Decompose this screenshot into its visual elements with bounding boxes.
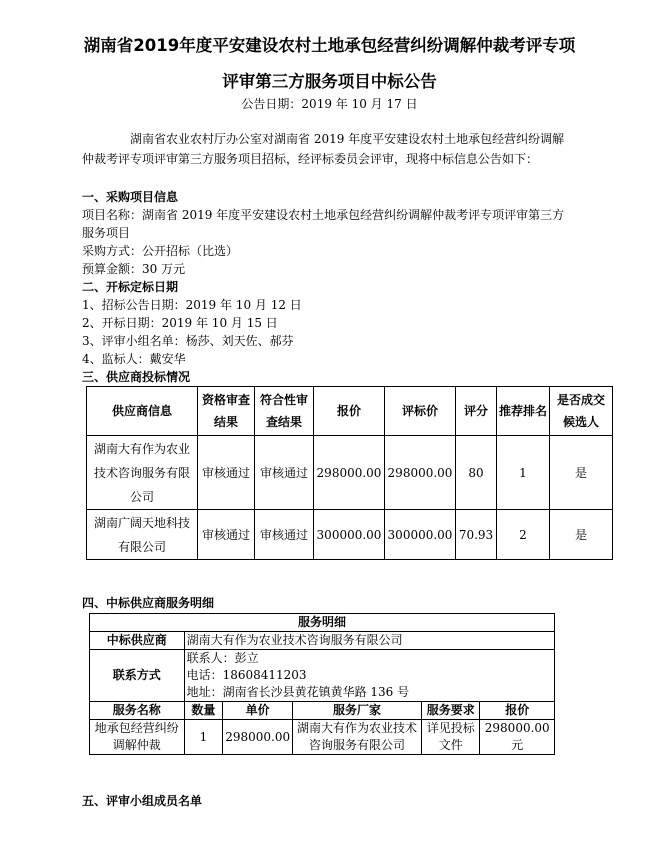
section-procurement-info [82,188,564,278]
column-header: 推荐排名 [497,387,550,436]
column-header: 服务厂家 [293,702,422,720]
table-cell: 298000.00 [314,436,385,510]
table-title: 服务明细 [90,614,555,632]
document-title-line2: 评审第三方服务项目中标公告 [222,72,437,91]
table-cell: 1 [497,436,550,510]
bid-table [86,386,613,560]
section-dates [82,278,302,368]
table-row [87,510,613,560]
table-header-row [87,387,613,436]
table-cell: 湖南广阔天地科技有限公司 [87,510,198,560]
table-cell: 298000.00 [223,720,293,755]
announcement-date: 公告日期：2019 年 10 月 17 日 [241,97,418,111]
table-cell: 审核通过 [198,436,255,510]
contact-phone: 电话：18608411203 [186,668,307,682]
date-item: 4、监标人：戴安华 [82,352,186,366]
column-header: 评标价 [385,387,456,436]
table-cell: 298000.00 [385,436,456,510]
winner-value: 湖南大有作为农业技术咨询服务有限公司 [184,632,554,650]
date-item: 3、评审小组名单：杨莎、刘天佐、郝芬 [82,334,294,348]
document-title-line1: 湖南省2019年度平安建设农村土地承包经营纠纷调解仲裁考评专项 [83,36,576,55]
column-header: 资格审查结果 [198,387,255,436]
date-item: 1、招标公告日期：2019 年 10 月 12 日 [82,298,302,312]
column-header: 服务名称 [90,702,185,720]
column-header: 符合性审查结果 [255,387,314,436]
table-cell: 湖南大有作为农业技术咨询服务有限公司 [87,436,198,510]
table-cell: 70.93 [456,510,497,560]
section-heading: 五、评审小组成员名单 [82,794,203,808]
table-cell: 80 [456,436,497,510]
table-cell: 是 [550,436,613,510]
project-name-line: 服务项目 [82,226,131,240]
column-header: 服务要求 [421,702,479,720]
date-item: 2、开标日期：2019 年 10 月 15 日 [82,316,278,330]
intro-line: 湖南省农业农村厅办公室对湖南省 2019 年度平安建设农村土地承包经营纠纷调解 [130,132,565,146]
table-cell: 湖南大有作为农业技术咨询服务有限公司 [293,720,422,755]
intro-line: 仲裁考评专项评审第三方服务项目招标，经评标委员会评审，现将中标信息公告如下： [82,152,539,166]
table-row [90,650,555,702]
intro-paragraph [82,129,582,169]
table-cell: 审核通过 [255,436,314,510]
column-header: 单价 [223,702,293,720]
table-title-row [90,614,555,632]
service-detail-table [89,613,555,755]
table-cell: 1 [184,720,223,755]
column-header: 是否成交候选人 [550,387,613,436]
section-heading: 一、采购项目信息 [82,190,179,204]
table-cell: 298000.00 元 [480,720,555,755]
table-cell: 300000.00 [314,510,385,560]
column-header: 评分 [456,387,497,436]
table-cell: 300000.00 [385,510,456,560]
project-name-line: 项目名称：湖南省 2019 年度平安建设农村土地承包经营纠纷调解仲裁考评专项评审第三方 [82,208,565,222]
contact-address: 地址：湖南省长沙县黄花镇黄华路 136 号 [186,685,410,699]
winner-label: 中标供应商 [90,632,185,650]
column-header: 报价 [480,702,555,720]
contact-label: 联系方式 [90,650,185,702]
table-cell: 审核通过 [198,510,255,560]
column-header: 报价 [314,387,385,436]
contact-person: 联系人：彭立 [186,651,259,665]
section-heading: 三、供应商投标情况 [82,370,191,384]
table-cell: 是 [550,510,613,560]
table-row [87,436,613,510]
section-heading: 四、中标供应商服务明细 [82,596,215,610]
table-cell: 地承包经营纠纷调解仲裁 [90,720,185,755]
section-heading: 二、开标定标日期 [82,280,179,294]
table-header-row [90,702,555,720]
table-cell: 审核通过 [255,510,314,560]
column-header: 供应商信息 [87,387,198,436]
column-header: 数量 [184,702,223,720]
procurement-method: 采购方式：公开招标（比选） [82,244,239,258]
table-row [90,632,555,650]
table-cell: 详见投标文件 [421,720,479,755]
table-cell: 2 [497,510,550,560]
contact-details [184,650,554,702]
table-row [90,720,555,755]
budget-amount: 预算金额：30 万元 [82,262,186,276]
